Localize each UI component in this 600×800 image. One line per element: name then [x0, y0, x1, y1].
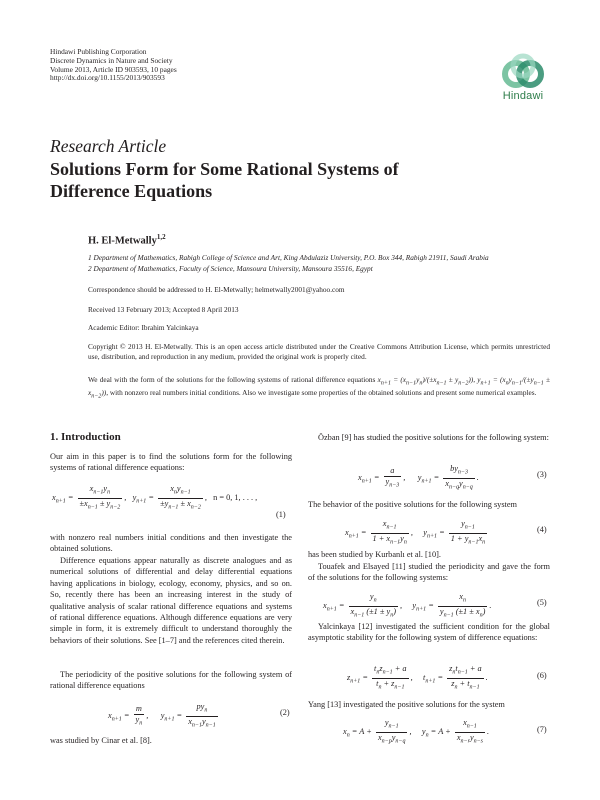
- equation-2: $x_{n+1}$ = $\frac{m}{y_n}$ , $y_{n+1}$ = $\frac{py_n}{x_{n-1}y_{n-1}}$: [108, 702, 216, 729]
- affiliation-2: 2 Department of Mathematics, Faculty of Science, Mansoura University, Mansoura 35516, Egypt: [88, 264, 373, 273]
- left-para-2: with nonzero real numbers initial conditions and then investigate the obtained solutions.: [50, 533, 292, 554]
- doi-link[interactable]: http://dx.doi.org/10.1155/2013/903593: [50, 73, 165, 83]
- equation-7: $x_n = A$ + $\frac{y_{n-1}}{x_{n-p}y_{n-q}}$ , $y_n = A$ + $\frac{x_{n-1}}{x_{n-r}y_{n-s}}$ .: [343, 718, 490, 745]
- equation-5: $x_{n+1}$ = $\frac{y_n}{x_{n-1} (\pm 1 \pm y_n)}$ , $y_{n+1}$ = $\frac{x_n}{y_{n-1} (\pm 1 \pm x_n)}$ .: [323, 592, 492, 619]
- left-para-1: Our aim in this paper is to find the solutions form for the following systems of rational difference equations:: [50, 452, 292, 473]
- article-type: Research Article: [50, 136, 167, 156]
- volume-info: Volume 2013, Article ID 903593, 10 pages: [50, 64, 177, 74]
- equation-4: $x_{n+1}$ = $\frac{x_{n-1}}{1 + x_{n-1}y_n}$ , $y_{n+1}$ = $\frac{y_{n-1}}{1 + y_{n-1}x_n}$: [345, 519, 486, 546]
- journal-header: [50, 48, 177, 83]
- right-para-5: Yalcinkaya [12] investigated the sufficient condition for the global asymptotic stability for the following system of difference equations:: [308, 622, 550, 643]
- equation-3-number: (3): [537, 470, 547, 479]
- publisher: Hindawi Publishing Corporation: [50, 47, 147, 56]
- equation-4-number: (4): [537, 525, 547, 534]
- correspondence: Correspondence should be addressed to H. El-Metwally; helmetwally2001@yahoo.com: [88, 285, 345, 294]
- right-para-1: Özban [9] has studied the positive solutions for the following system:: [318, 433, 549, 442]
- author-name: H. El-Metwally$^{1,2}$: [88, 233, 166, 247]
- section-title: 1. Introduction: [50, 431, 121, 443]
- left-para-3: Difference equations appear naturally as discrete analogues and as numerical solutions of differential and delay differential equations having applications in biology, ecology, economy, physics, and so on. So, recently there has been an increasing interest in the study of qualitative analysis of scalar rational difference equations and systems of rational difference equations. Although difference equations are very simple in form, it is extremely difficult to understand thoroughly the behaviors of their solutions. See [1–7] and the references cited therein.: [50, 556, 292, 645]
- right-para-3: has been studied by Kurbanlı et al. [10].: [308, 550, 441, 559]
- received-dates: Received 13 February 2013; Accepted 8 April 2013: [88, 305, 239, 314]
- left-para-5: was studied by Cinar et al. [8].: [50, 736, 152, 745]
- equation-7-number: (7): [537, 725, 547, 734]
- equation-6: $z_{n+1}$ = $\frac{t_nz_{n-1} + a}{t_n + z_{n-1}}$ , $t_{n+1}$ = $\frac{z_nt_{n-1} + a}{z_n + t_{n-1}}$ .: [347, 664, 488, 691]
- equation-3: $x_{n+1}$ = $\frac{a}{y_{n-3}}$ , $y_{n+1}$ = $\frac{by_{n-3}}{x_{n-q}y_{n-q}}$ .: [358, 464, 479, 491]
- equation-5-number: (5): [537, 598, 547, 607]
- academic-editor: Academic Editor: Ibrahim Yalcinkaya: [88, 323, 199, 332]
- equation-1-number: (1): [276, 510, 286, 519]
- equation-6-number: (6): [537, 671, 547, 680]
- left-para-4: The periodicity of the positive solutions for the following system of rational difference equations: [50, 670, 292, 691]
- affiliation-1: 1 Department of Mathematics, Rabigh College of Science and Art, King Abdulaziz University, P.O. Box 344, Rabigh 21911, Saudi Arabia: [88, 253, 489, 262]
- right-para-4: Touafek and Elsayed [11] studied the periodicity and gave the form of the solutions for the following systems:: [308, 562, 550, 583]
- equation-1: $x_{n+1}$ = $\frac{x_{n-1}y_n}{\pm x_{n-1} \pm y_{n-2}}$ , $y_{n+1}$ = $\frac{x_ny_{n-1}}{\pm y_{n-1} \pm x_{n-2}}$ , n = 0, 1, . . . ,: [52, 484, 258, 511]
- equation-2-number: (2): [280, 708, 290, 717]
- author-affiliation-marks: 1,2: [156, 233, 166, 241]
- right-para-6: Yang [13] investigated the positive solutions for the system: [308, 700, 505, 709]
- copyright-notice: Copyright © 2013 H. El-Metwally. This is an open access article distributed under the Creative Commons Attribution License, which permits unrestricted use, distribution, and reproduction in any medium, provided the original work is properly cited.: [88, 342, 550, 361]
- right-para-2: The behavior of the positive solutions for the following system: [308, 500, 518, 509]
- paper-title: Solutions Form for Some Rational Systems of Difference Equations: [50, 159, 399, 201]
- journal-name: Discrete Dynamics in Nature and Society: [50, 55, 173, 65]
- logo-text: Hindawi: [502, 90, 544, 102]
- abstract: We deal with the form of the solutions for the following systems of rational difference equations $x_{n+1} = (x_{n-1}y_n)/(\pm x_{n-1} \pm y_{n-2})$), $y_{n+1} = (x_ny_{n-1}/(\pm y_{n-1} \pm x_{n-2}))$, with nonzero real numbers initial conditions. Also we investigate some properties of the obtained solutions and present some numerical examples.: [88, 375, 550, 400]
